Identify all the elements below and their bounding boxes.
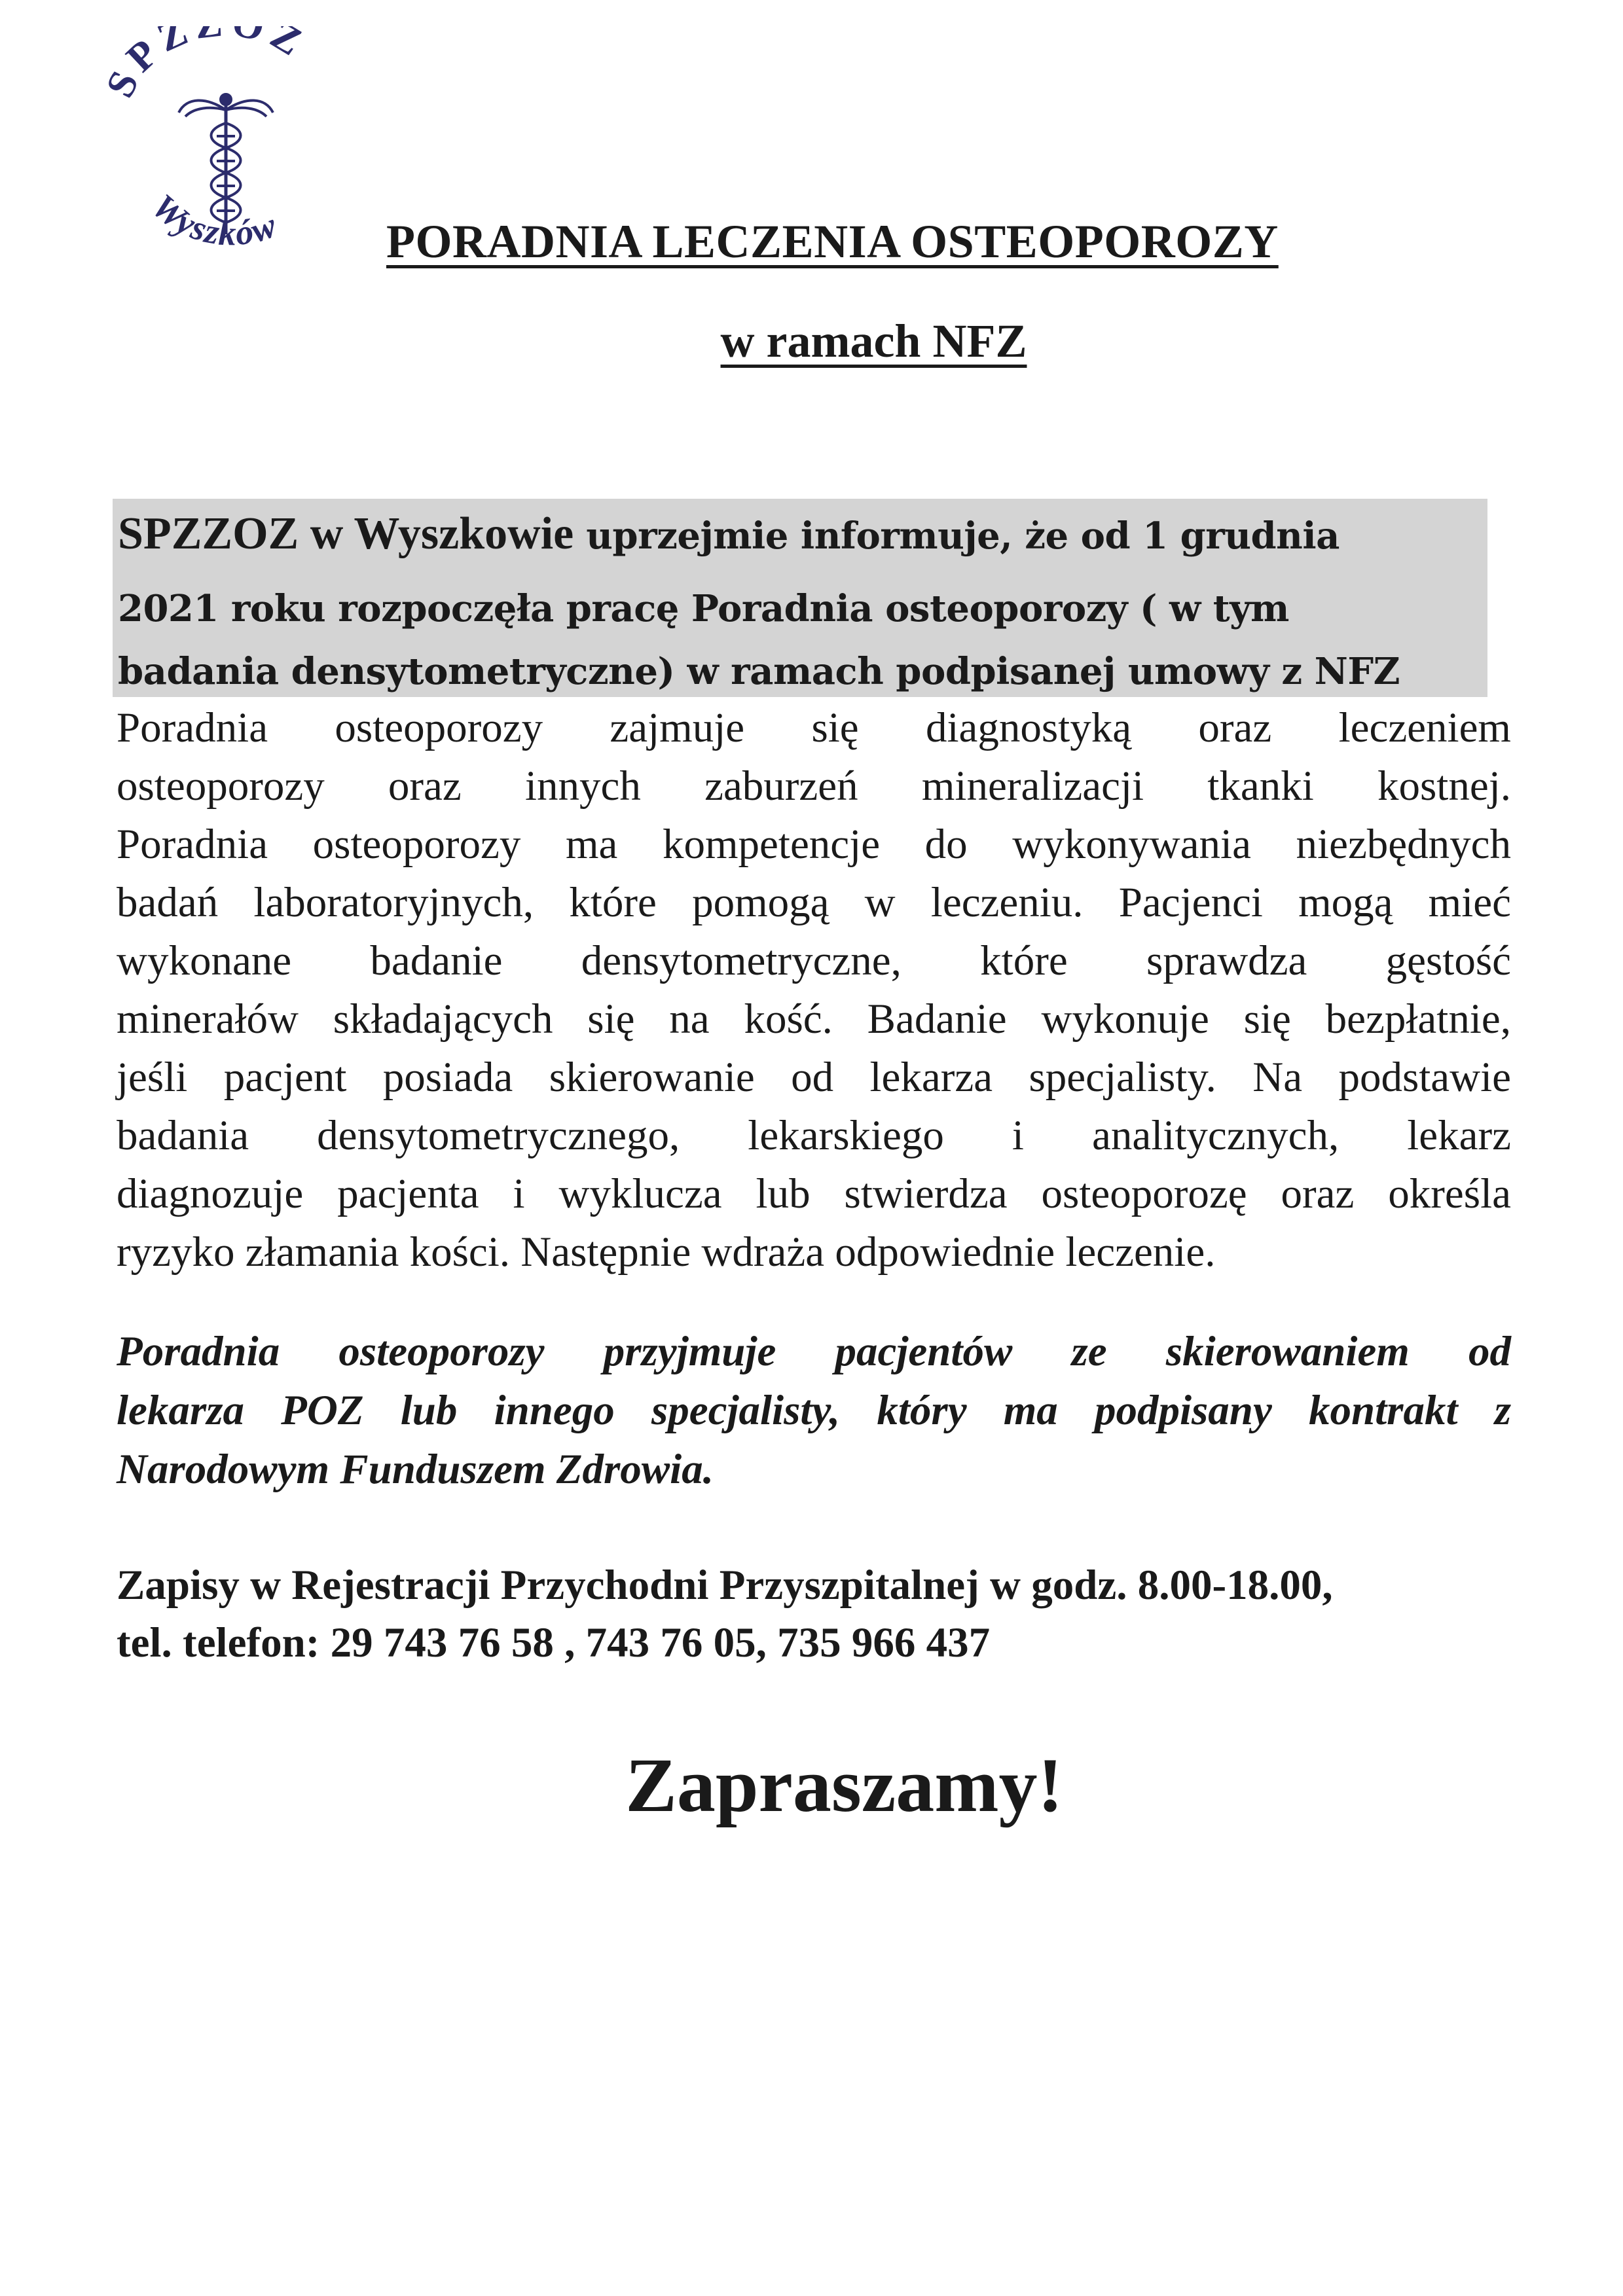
announcement-line-2: 2021 roku rozpoczęła pracę Poradnia osteoporozy ( w tym <box>118 587 1289 630</box>
registration-hours: Zapisy w Rejestracji Przychodni Przyszpitalnej w godz. 8.00-18.00, <box>117 1562 1333 1609</box>
referral-note-line: Narodowym Funduszem Zdrowia. <box>117 1446 714 1493</box>
spzzoz-logo <box>108 26 344 275</box>
referral-note-line: Poradnia osteoporozy przyjmuje pacjentów ze skierowaniem od <box>117 1328 1511 1375</box>
description-line: badania densytometrycznego, lekarskiego i analitycznych, lekarz <box>117 1112 1511 1159</box>
referral-note <box>117 1322 1511 1499</box>
description-line: Poradnia osteoporozy zajmuje się diagnostyką oraz leczeniem <box>117 704 1511 751</box>
caduceus-icon <box>108 26 344 275</box>
page-subtitle: w ramach NFZ <box>720 315 1027 367</box>
description-line: osteoporozy oraz innych zaburzeń mineralizacji tkanki kostnej. <box>117 762 1511 810</box>
description-line: jeśli pacjent posiada skierowanie od lekarza specjalisty. Na podstawie <box>117 1054 1511 1101</box>
description-line: diagnozuje pacjenta i wyklucza lub stwierdza osteoporozę oraz określa <box>117 1170 1511 1217</box>
description-line: minerałów składających się na kość. Badanie wykonuje się bezpłatnie, <box>117 996 1511 1043</box>
contact-info <box>117 1556 1557 1672</box>
announcement-line-1 <box>118 503 1480 577</box>
announcement-organization: SPZZOZ w Wyszkowie <box>118 509 574 559</box>
description-line: Poradnia osteoporozy ma kompetencje do wykonywania niezbędnych <box>117 821 1511 868</box>
description-paragraph <box>117 699 1511 1282</box>
phone-numbers: tel. telefon: 29 743 76 58 , 743 76 05, 735 966 437 <box>117 1619 991 1666</box>
referral-note-line: lekarza POZ lub innego specjalisty, który ma podpisany kontrakt z <box>117 1387 1511 1434</box>
announcement-line-1-rest: uprzejmie informuje, że od 1 grudnia <box>574 514 1340 558</box>
announcement-line-3: badania densytometryczne) w ramach podpisanej umowy z NFZ <box>118 650 1400 693</box>
closing-invitation: Zapraszamy! <box>625 1742 1063 1828</box>
logo-top-text: PZ Z <box>118 26 315 81</box>
announcement-box <box>113 499 1487 697</box>
description-line: ryzyko złamania kości. Następnie wdraża odpowiednie leczenie. <box>117 1229 1216 1276</box>
description-line: badań laboratoryjnych, które pomogą w leczeniu. Pacjenci mogą mieć <box>117 879 1511 926</box>
logo-bottom-text: Wyszków <box>144 186 283 253</box>
description-line: wykonane badanie densytometryczne, które sprawdza gęstość <box>117 937 1511 984</box>
page-title: PORADNIA LECZENIA OSTEOPOROZY <box>386 215 1279 268</box>
